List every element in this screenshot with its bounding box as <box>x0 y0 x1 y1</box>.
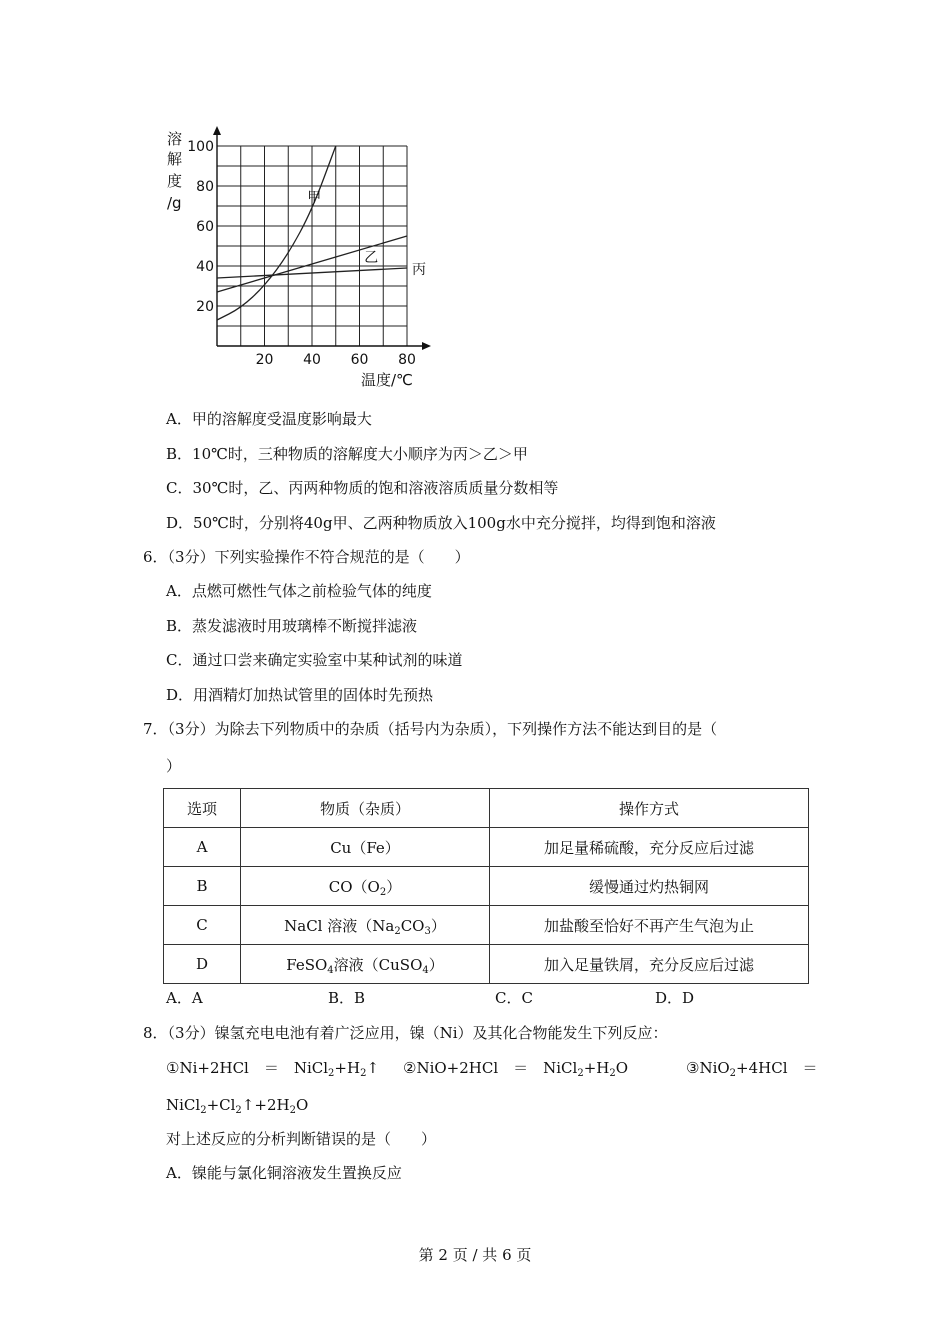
chart-grid <box>217 146 407 346</box>
q6-option-a: A．点燃可燃性气体之前检验气体的纯度 <box>166 582 432 600</box>
y-axis-label-char: /g <box>167 194 182 212</box>
y-axis-label-char: 度 <box>167 172 183 190</box>
page-footer: 第 2 页 / 共 6 页 <box>418 1246 532 1264</box>
table-cell-method: 缓慢通过灼热铜网 <box>490 867 809 906</box>
q6-option-c: C．通过口尝来确定实验室中某种试剂的味道 <box>166 651 463 669</box>
table-header-row <box>164 789 809 828</box>
x-axis-arrow <box>422 342 431 350</box>
table-cell-substance: Cu（Fe） <box>241 828 490 867</box>
table-header-cell: 物质（杂质） <box>241 789 490 828</box>
q8-reaction-3: ③NiO$_2$+4HCl ＝ <box>686 1059 818 1079</box>
q6-option-b: B．蒸发滤液时用玻璃棒不断搅拌滤液 <box>166 617 418 635</box>
table-cell-substance: NaCl 溶液$(Na_2CO_3)$ <box>241 906 490 945</box>
table-row <box>164 867 809 906</box>
q7-table <box>163 788 809 984</box>
table-cell-option: C <box>164 906 241 945</box>
y-tick-label: 60 <box>196 219 214 235</box>
y-axis-label-char: 溶 <box>167 130 183 148</box>
q7-answer-a: A．A <box>166 989 203 1007</box>
table-row <box>164 906 809 945</box>
q5-option-b: B．10℃时，三种物质的溶解度大小顺序为丙＞乙＞甲 <box>166 445 528 463</box>
q7-stem: 7．（3分）为除去下列物质中的杂质（括号内为杂质），下列操作方法不能达到目的是（ <box>143 720 718 738</box>
q8-stem: 8．（3分）镍氢充电电池有着广泛应用，镍（Ni）及其化合物能发生下列反应： <box>143 1024 668 1042</box>
y-tick-label: 20 <box>196 299 214 315</box>
x-tick-label: 60 <box>350 352 369 368</box>
q7-stem-end: ） <box>166 757 182 775</box>
y-axis-arrow <box>213 126 221 135</box>
q8-reaction-3-products: $NiCl_2+Cl_2↑+2H_2O$ <box>166 1096 309 1116</box>
series-label: 丙 <box>412 262 426 278</box>
table-cell-option: B <box>164 867 241 906</box>
table-header-cell: 操作方式 <box>490 789 809 828</box>
table-cell-substance: $CO(O_2)$ <box>241 867 490 906</box>
q8-option-a: A．镍能与氯化铜溶液发生置换反应 <box>166 1164 402 1182</box>
x-axis-label: 温度/℃ <box>361 371 413 389</box>
series-line-甲 <box>217 146 336 320</box>
x-tick-label: 80 <box>398 352 416 368</box>
q6-stem: 6．（3分）下列实验操作不符合规范的是（ ） <box>143 548 470 566</box>
y-tick-label: 40 <box>196 259 214 275</box>
solubility-chart <box>150 120 450 395</box>
series-label: 乙 <box>364 250 379 266</box>
x-tick-label: 20 <box>255 352 274 368</box>
table-cell-substance: FeSO$_4$溶液（CuSO$_4$） <box>241 945 490 984</box>
y-tick-label: 80 <box>196 179 214 195</box>
table-cell-method: 加足量稀硫酸，充分反应后过滤 <box>490 828 809 867</box>
q8-reaction-2: ②NiO+2HCl ＝ $NiCl_2+H_2O$ <box>403 1059 629 1079</box>
table-cell-method: 加盐酸至恰好不再产生气泡为止 <box>490 906 809 945</box>
q7-answer-d: D．D <box>655 989 695 1007</box>
q8-prompt: 对上述反应的分析判断错误的是（ ） <box>166 1130 437 1148</box>
y-tick-label: 100 <box>187 139 214 155</box>
table-cell-option: A <box>164 828 241 867</box>
q6-option-d: D．用酒精灯加热试管里的固体时先预热 <box>166 686 434 704</box>
q5-option-c: C．30℃时，乙、丙两种物质的饱和溶液溶质质量分数相等 <box>166 479 559 497</box>
q5-option-d: D．50℃时，分别将40g甲、乙两种物质放入100g水中充分搅拌，均得到饱和溶液 <box>166 514 716 532</box>
table-header-cell: 选项 <box>164 789 241 828</box>
q5-option-a: A．甲的溶解度受温度影响最大 <box>166 410 372 428</box>
table-cell-option: D <box>164 945 241 984</box>
q7-answer-b: B．B <box>328 989 366 1007</box>
table-cell-method: 加入足量铁屑，充分反应后过滤 <box>490 945 809 984</box>
x-tick-label: 40 <box>303 352 321 368</box>
y-axis-label-char: 解 <box>167 150 183 168</box>
q8-reaction-1: ①Ni+2HCl ＝ $NiCl_2+H_2↑$ <box>166 1059 380 1079</box>
table-row <box>164 945 809 984</box>
table-row <box>164 828 809 867</box>
q7-answer-c: C．C <box>495 989 533 1007</box>
series-label: 甲 <box>307 190 322 206</box>
chart-labels <box>167 130 426 389</box>
